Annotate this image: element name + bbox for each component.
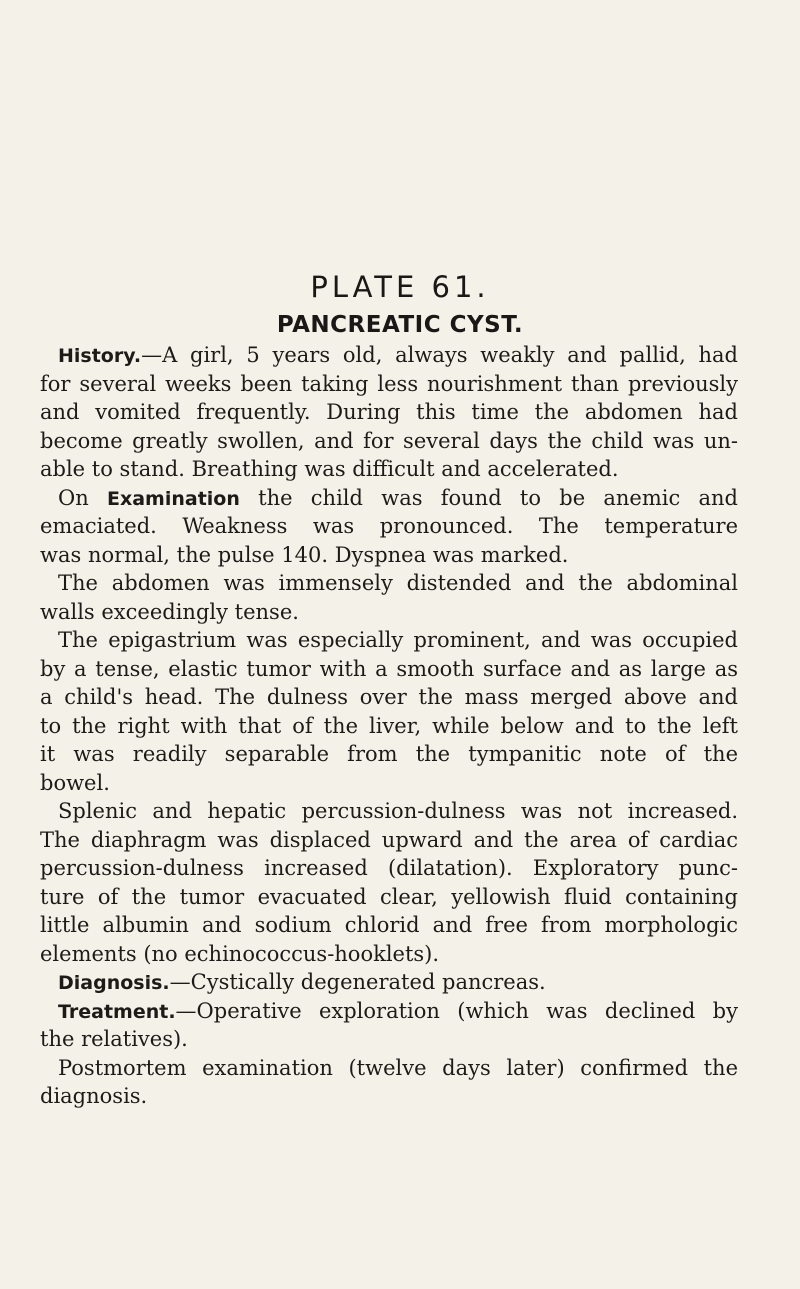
text-line bbox=[40, 398, 738, 427]
line-text: and vomited frequently. During this time the abdomen had bbox=[40, 400, 738, 424]
line-text: become greatly swollen, and for several days the child was un- bbox=[40, 428, 738, 453]
line-text: The diaphragm was displaced upward and the area of cardiac bbox=[40, 827, 738, 852]
text-line bbox=[40, 341, 738, 370]
text-line bbox=[40, 541, 738, 570]
text-line bbox=[40, 484, 738, 513]
section-heading: History. bbox=[58, 345, 142, 367]
text-line bbox=[40, 712, 738, 741]
line-text: diagnosis. bbox=[40, 1084, 148, 1108]
text-line bbox=[40, 512, 738, 541]
plate-label: PLATE 61. bbox=[310, 270, 490, 304]
section-heading: Diagnosis. bbox=[58, 972, 170, 994]
line-text: The abdomen was immensely distended and the abdominal bbox=[58, 571, 738, 595]
text-line bbox=[40, 826, 738, 855]
line-text: ture of the tumor evacuated clear, yellowish fluid containing bbox=[40, 884, 738, 909]
text-line bbox=[40, 769, 738, 798]
text-line bbox=[40, 683, 738, 712]
line-text: by a tense, elastic tumor with a smooth surface and as large as bbox=[40, 656, 738, 681]
line-text: —Cystically degenerated pancreas. bbox=[169, 970, 546, 994]
case-report-body bbox=[40, 341, 738, 1111]
line-text: the relatives). bbox=[40, 1027, 188, 1051]
text-line bbox=[40, 883, 738, 912]
text-line bbox=[40, 626, 738, 655]
text-line bbox=[40, 455, 738, 484]
line-text: The epigastrium was especially prominent, and was occupied bbox=[58, 628, 738, 652]
text-line bbox=[40, 797, 738, 826]
text-line bbox=[40, 1054, 738, 1083]
line-text: was normal, the pulse 140. Dyspnea was marked. bbox=[40, 542, 569, 567]
text-line bbox=[40, 997, 738, 1026]
text-line bbox=[40, 569, 738, 598]
line-text: Postmortem examination (twelve days later) confirmed the bbox=[58, 1055, 738, 1080]
line-text: elements (no echinococcus-hooklets). bbox=[40, 941, 440, 966]
text-line bbox=[40, 598, 738, 627]
text-line bbox=[40, 968, 738, 997]
text-line bbox=[40, 740, 738, 769]
line-text: On bbox=[58, 485, 107, 510]
text-line bbox=[40, 1025, 738, 1054]
text-line bbox=[40, 854, 738, 883]
line-text: bowel. bbox=[40, 770, 110, 795]
line-text: percussion-dulness increased (dilatation). Exploratory punc- bbox=[40, 856, 738, 880]
line-text: —Operative exploration (which was declined by bbox=[175, 998, 738, 1023]
line-text: a child's head. The dulness over the mass merged above and bbox=[40, 685, 738, 709]
line-text: walls exceedingly tense. bbox=[40, 599, 299, 624]
text-line bbox=[40, 1082, 738, 1111]
text-line bbox=[40, 911, 738, 940]
line-text: for several weeks been taking less nourishment than previously bbox=[40, 371, 738, 396]
text-line bbox=[40, 427, 738, 456]
line-text: Splenic and hepatic percussion-dulness was not increased. bbox=[58, 799, 738, 823]
line-text: —A girl, 5 years old, always weakly and pallid, had bbox=[141, 343, 738, 367]
section-heading: Treatment. bbox=[58, 1000, 176, 1023]
section-heading: Examination bbox=[107, 487, 240, 510]
document-title: PANCREATIC CYST. bbox=[276, 312, 524, 338]
line-text: able to stand. Breathing was difficult and accelerated. bbox=[40, 457, 619, 481]
line-text: little albumin and sodium chlorid and free from morphologic bbox=[40, 913, 738, 937]
line-text: emaciated. Weakness was pronounced. The temperature bbox=[40, 514, 738, 538]
text-line bbox=[40, 655, 738, 684]
line-text: to the right with that of the liver, while below and to the left bbox=[40, 713, 738, 738]
text-line bbox=[40, 370, 738, 399]
line-text: the child was found to be anemic and bbox=[239, 485, 738, 510]
text-line bbox=[40, 940, 738, 969]
line-text: it was readily separable from the tympanitic note of the bbox=[40, 742, 738, 766]
